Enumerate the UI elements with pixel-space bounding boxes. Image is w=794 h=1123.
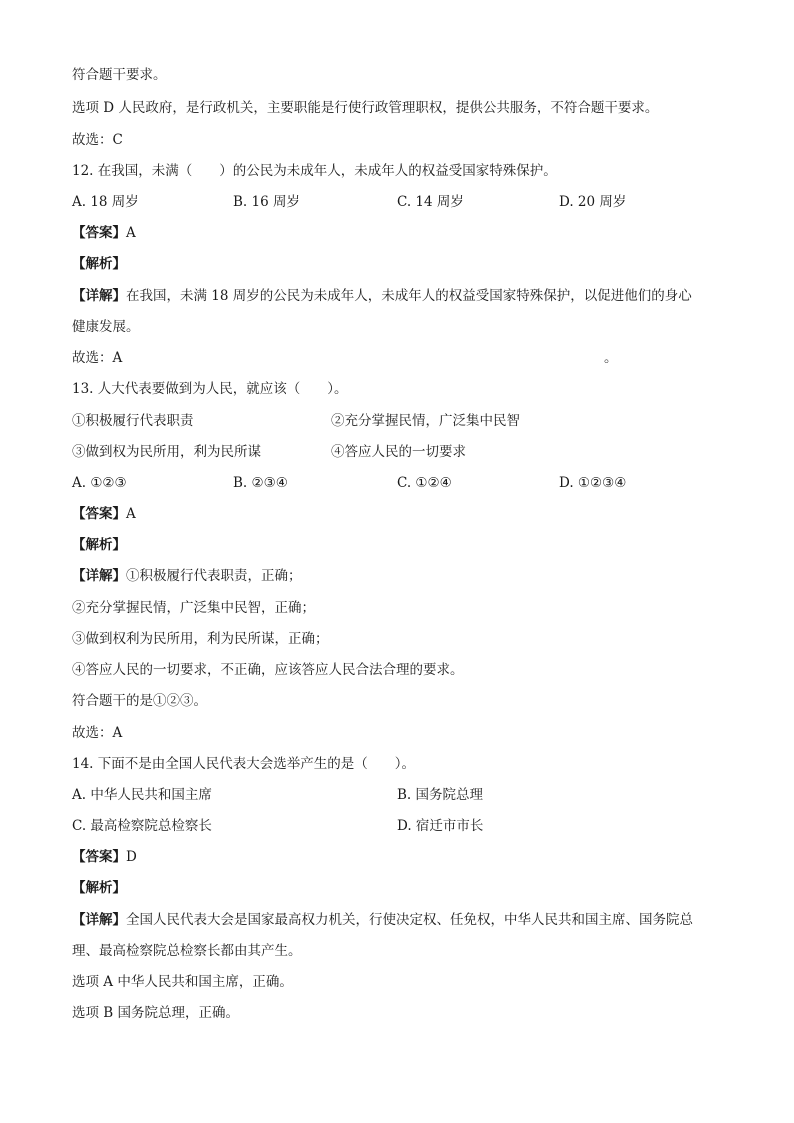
detail-text: ①积极履行代表职责，正确；	[126, 568, 302, 584]
q13-option-b: B. ②③④	[233, 475, 288, 491]
analysis-row	[72, 879, 126, 897]
question-12: 12. 在我国，未满（ ）的公民为未成年人，未成年人的权益受国家特殊保护。	[72, 163, 557, 179]
q13-option-a: A. ①②③	[72, 475, 127, 491]
answer-label: 【答案】	[72, 225, 126, 241]
text-line: 符合题干的是①②③。	[72, 693, 207, 709]
q14-option-d: D. 宿迁市市长	[397, 818, 484, 834]
detail-text: 全国人民代表大会是国家最高权力机关，行使决定权、任免权，中华人民共和国主席、国务院总	[126, 912, 693, 928]
analysis-label: 【解析】	[72, 880, 126, 896]
q13-statement-2: ②充分掌握民情，广泛集中民智	[331, 413, 520, 429]
choose-line: 故选：A	[72, 350, 123, 366]
text-line: 选项 B 国务院总理，正确。	[72, 1005, 240, 1021]
text-line: 选项 D 人民政府，是行政机关，主要职能是行使行政管理职权，提供公共服务，不符合题干要求。	[72, 100, 659, 116]
q14-option-a: A. 中华人民共和国主席	[72, 787, 212, 803]
q14-option-c: C. 最高检察院总检察长	[72, 818, 212, 834]
answer-value: A	[126, 506, 136, 522]
q13-statement-3: ③做到权为民所用，利为民所谋	[72, 444, 261, 460]
q12-option-c: C. 14 周岁	[397, 194, 464, 210]
question-14: 14. 下面不是由全国人民代表大会选举产生的是（ ）。	[72, 756, 416, 772]
q13-option-c: C. ①②④	[397, 475, 452, 491]
answer-label: 【答案】	[72, 506, 126, 522]
trailing-mark: 。	[604, 350, 618, 366]
q13-option-d: D. ①②③④	[559, 475, 627, 491]
text-line: 故选：C	[72, 132, 123, 148]
q12-option-d: D. 20 周岁	[559, 194, 627, 210]
answer-row	[72, 224, 136, 242]
q12-option-b: B. 16 周岁	[233, 194, 300, 210]
q12-option-a: A. 18 周岁	[72, 194, 139, 210]
choose-line: 故选：A	[72, 725, 123, 741]
text-line: ④答应人民的一切要求，不正确，应该答应人民合法合理的要求。	[72, 662, 464, 678]
detail-row	[72, 567, 302, 585]
answer-value: A	[126, 225, 136, 241]
detail-label: 【详解】	[72, 288, 126, 304]
answer-value: D	[126, 849, 137, 865]
detail-row	[72, 911, 693, 929]
q13-statement-1: ①积极履行代表职责	[72, 413, 194, 429]
text-line: ③做到权利为民所用，利为民所谋，正确；	[72, 631, 329, 647]
q14-option-b: B. 国务院总理	[397, 787, 484, 803]
detail-label: 【详解】	[72, 568, 126, 584]
detail-row	[72, 287, 692, 305]
question-13: 13. 人大代表要做到为人民，就应该（ ）。	[72, 381, 348, 397]
text-line: ②充分掌握民情，广泛集中民智，正确；	[72, 600, 315, 616]
q13-statement-4: ④答应人民的一切要求	[331, 444, 466, 460]
detail-label: 【详解】	[72, 912, 126, 928]
text-line: 理、最高检察院总检察长都由其产生。	[72, 943, 302, 959]
text-line: 符合题干要求。	[72, 67, 167, 83]
analysis-label: 【解析】	[72, 256, 126, 272]
text-line: 健康发展。	[72, 319, 140, 335]
answer-label: 【答案】	[72, 849, 126, 865]
analysis-row	[72, 536, 126, 554]
answer-row	[72, 848, 137, 866]
analysis-label: 【解析】	[72, 537, 126, 553]
detail-text: 在我国，未满 18 周岁的公民为未成年人，未成年人的权益受国家特殊保护，以促进他们的身心	[126, 288, 692, 304]
analysis-row	[72, 255, 126, 273]
text-line: 选项 A 中华人民共和国主席，正确。	[72, 974, 293, 990]
answer-row	[72, 505, 136, 523]
